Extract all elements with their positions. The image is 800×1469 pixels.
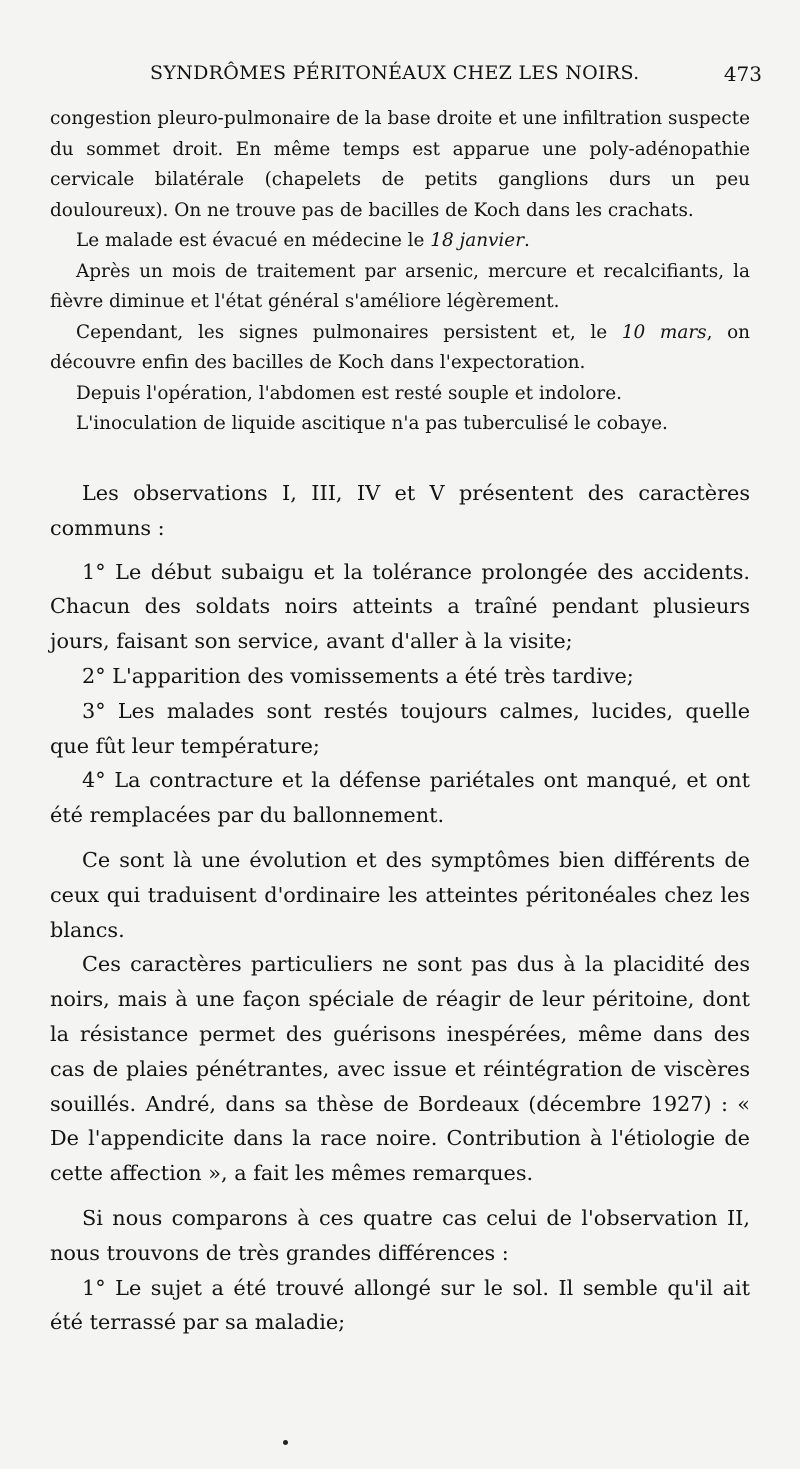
page-number: 473 (723, 62, 762, 86)
case-report-section (50, 104, 750, 440)
list-item-subject: 1° Le sujet a été trouvé allongé sur le sol. Il semble qu'il ait été terrassé par sa maladie; (50, 1275, 750, 1335)
paragraph-characteristics: Ces caractères particuliers ne sont pas dus à la placidité des noirs, mais à une façon spéciale de réagir de leur péritoine, dont la résistance permet des guérisons inespérées, même dans des cas de plaies pénétrantes, avec issue et réintégration de viscères souillés. André, dans sa thèse de Bordeaux (décembre 1927) : « De l'appendicite dans la race noire. Contribution à l'étiologie de cette affection », a fait les mêmes remarques. (50, 952, 750, 1186)
date-italic: 18 janvier (430, 230, 524, 251)
page-header (50, 62, 768, 90)
list-item-3: 3° Les malades sont restés toujours calmes, lucides, quelle que fût leur température; (50, 698, 750, 758)
list-item-4: 4° La contracture et la défense pariétales ont manqué, et ont été remplacées par du ballonnement. (50, 768, 750, 828)
date-italic: 10 mars (621, 321, 707, 343)
paragraph-continuation: congestion pleuro-pulmonaire de la base droite et une infiltration suspecte du sommet droit. En même temps est apparue une poly-adénopathie cervicale bilatérale (chapelets de petits ganglions durs un peu douloureux). On ne trouve pas de bacilles de Koch dans les crachats. (50, 108, 750, 221)
paragraph-evacuation: Le malade est évacué en médecine le 18 janvier. (76, 230, 530, 251)
paragraph-inoculation: L'inoculation de liquide ascitique n'a pas tuberculisé le cobaye. (76, 413, 668, 434)
list-item-2: 2° L'apparition des vomissements a été très tardive; (82, 663, 634, 688)
paragraph-abdomen: Depuis l'opération, l'abdomen est resté souple et indolore. (76, 382, 622, 404)
paragraph-comparison: Si nous comparons à ces quatre cas celui de l'observation II, nous trouvons de très grandes différences : (50, 1205, 750, 1265)
ink-speck (283, 1440, 288, 1445)
paragraph-treatment: Après un mois de traitement par arsenic, mercure et recalcifiants, la fièvre diminue et l'état général s'améliore légèrement. (50, 260, 750, 312)
paragraph-bacilli: Cependant, les signes pulmonaires persistent et, le 10 mars, on découvre enfin des bacilles de Koch dans l'expectoration. (50, 321, 750, 373)
paragraph-evolution: Ce sont là une évolution et des symptômes bien différents de ceux qui traduisent d'ordinaire les atteintes péritonéales chez les blancs. (50, 847, 750, 942)
paragraph-observations: Les observations I, III, IV et V présentent des caractères communs : (50, 481, 750, 540)
discussion-section (50, 476, 750, 1340)
running-title: SYNDRÔMES PÉRITONÉAUX CHEZ LES NOIRS. (150, 62, 640, 84)
list-item-1: 1° Le début subaigu et la tolérance prolongée des accidents. Chacun des soldats noirs atteints a traîné pendant plusieurs jours, faisant son service, avant d'aller à la visite; (50, 559, 750, 654)
